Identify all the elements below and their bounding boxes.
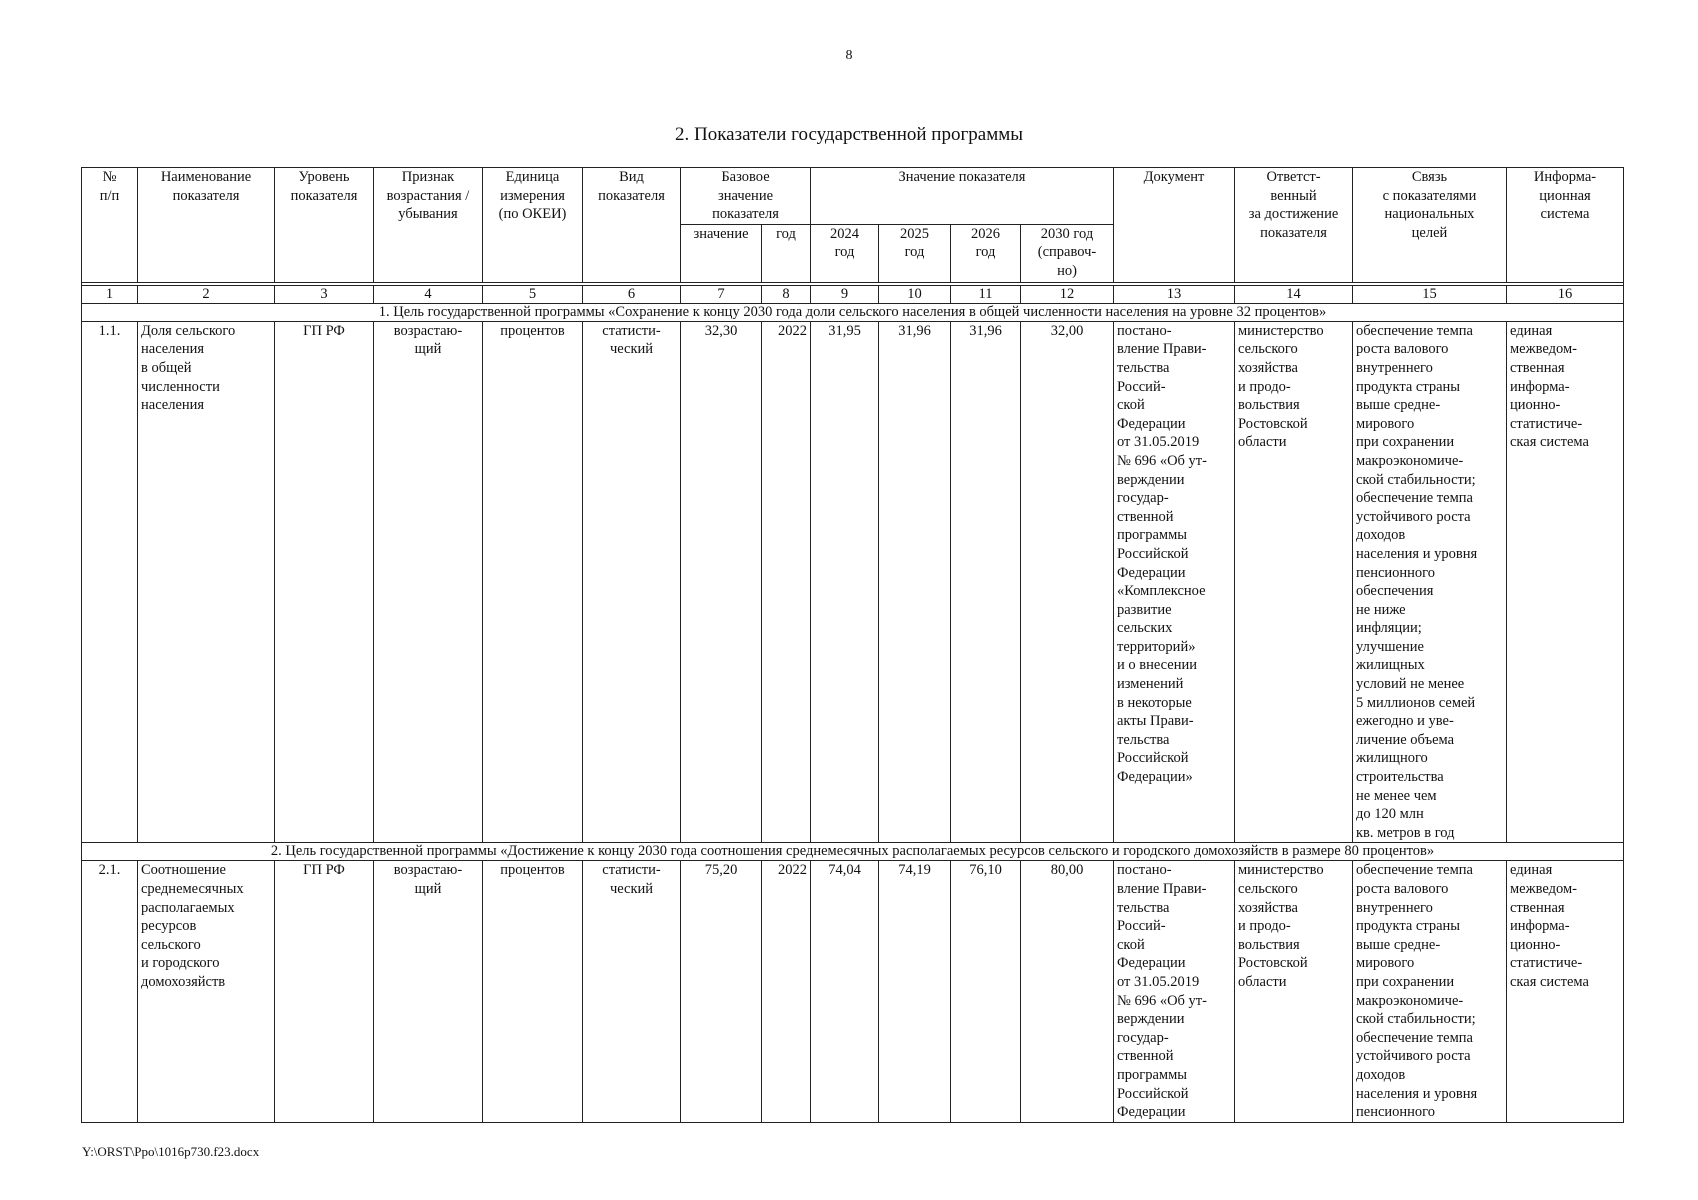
indicator-name: Соотношение среднемесячных располагаемых ресурсов сельского и городского домохозяйств	[138, 861, 275, 1122]
column-number: 3	[275, 285, 374, 303]
indicator-type: статисти- ческий	[583, 861, 681, 1122]
base-value: 32,30	[681, 321, 762, 843]
column-number: 1	[82, 285, 138, 303]
indicator-unit: процентов	[483, 321, 583, 843]
column-number: 8	[762, 285, 811, 303]
value-2024: 31,95	[811, 321, 879, 843]
document-text: постано- вление Прави- тельства Россий- ской Федерации от 31.05.2019 № 696 «Об ут- верждении государ- ственной программы Российской Федерации «Комплексное развитие сельских территорий» и о внесении изменений в некоторые акты Прави- тельства Российской Федерации»	[1114, 321, 1235, 843]
row-num: 1.1.	[82, 321, 138, 843]
column-number: 13	[1114, 285, 1235, 303]
column-number: 14	[1235, 285, 1353, 303]
table-row	[82, 861, 1624, 1122]
goal-title: 1. Цель государственной программы «Сохранение к концу 2030 года доли сельского населения в общей численности населения на уровне 32 процентов»	[82, 303, 1624, 321]
indicator-trend: возрастаю- щий	[374, 321, 483, 843]
indicator-level: ГП РФ	[275, 861, 374, 1122]
column-number: 9	[811, 285, 879, 303]
info-system: единая межведом- ственная информа- ционно- статистиче- ская система	[1507, 321, 1624, 843]
header-values: Значение показателя	[811, 168, 1114, 225]
header-document: Документ	[1114, 168, 1235, 283]
header-base-value: значение	[681, 224, 762, 282]
column-number: 12	[1021, 285, 1114, 303]
column-number: 11	[951, 285, 1021, 303]
column-number: 7	[681, 285, 762, 303]
header-unit: Единица измерения (по ОКЕИ)	[483, 168, 583, 283]
column-number: 6	[583, 285, 681, 303]
header-2030: 2030 год (справоч- но)	[1021, 224, 1114, 282]
column-number: 10	[879, 285, 951, 303]
document-text: постано- вление Прави- тельства Россий- ской Федерации от 31.05.2019 № 696 «Об ут- верждении государ- ственной программы Российской Федерации	[1114, 861, 1235, 1122]
header-responsible: Ответст- венный за достижение показателя	[1235, 168, 1353, 283]
column-number: 15	[1353, 285, 1507, 303]
header-name: Наименование показателя	[138, 168, 275, 283]
column-number: 4	[374, 285, 483, 303]
column-number: 2	[138, 285, 275, 303]
column-number: 16	[1507, 285, 1624, 303]
value-2030: 32,00	[1021, 321, 1114, 843]
national-goals-link: обеспечение темпа роста валового внутреннего продукта страны выше средне- мирового при сохранении макроэкономиче- ской стабильности; обеспечение темпа устойчивого роста доходов населения и уровня пенсионного	[1353, 861, 1507, 1122]
indicator-unit: процентов	[483, 861, 583, 1122]
national-goals-link: обеспечение темпа роста валового внутреннего продукта страны выше средне- мирового при сохранении макроэкономиче- ской стабильности; обеспечение темпа устойчивого роста доходов населения и уровня пенсионного обеспечения не ниже инфляции; улучшение жилищных условий не менее 5 миллионов семей ежегодно и уве- личение объема жилищного строительства не менее чем до 120 млн кв. метров в год	[1353, 321, 1507, 843]
indicator-name: Доля сельского населения в общей численности населения	[138, 321, 275, 843]
file-path-footer: Y:\ORST\Ppo\1016p730.f23.docx	[82, 1144, 260, 1159]
goal-title: 2. Цель государственной программы «Достижение к концу 2030 года соотношения среднемесячных располагаемых ресурсов сельского и городского домохозяйств в размере 80 процентов»	[82, 843, 1624, 861]
indicator-type: статисти- ческий	[583, 321, 681, 843]
value-2026: 31,96	[951, 321, 1021, 843]
header-2026: 2026 год	[951, 224, 1021, 282]
header-type: Вид показателя	[583, 168, 681, 283]
header-row-1	[82, 168, 1624, 225]
indicator-level: ГП РФ	[275, 321, 374, 843]
header-trend: Признак возрастания / убывания	[374, 168, 483, 283]
page-title: 2. Показатели государственной программы	[674, 124, 1024, 145]
value-2025: 74,19	[879, 861, 951, 1122]
header-infosystem: Информа- ционная система	[1507, 168, 1624, 283]
page-number: 8	[845, 48, 853, 63]
header-2025: 2025 год	[879, 224, 951, 282]
responsible-text: министерство сельского хозяйства и продо- вольствия Ростовской области	[1235, 861, 1353, 1122]
column-numbers-row	[82, 285, 1624, 303]
header-2024: 2024 год	[811, 224, 879, 282]
indicators-table	[81, 167, 1624, 1123]
base-year: 2022	[762, 861, 811, 1122]
responsible-text: министерство сельского хозяйства и продо- вольствия Ростовской области	[1235, 321, 1353, 843]
header-base: Базовое значение показателя	[681, 168, 811, 225]
base-year: 2022	[762, 321, 811, 843]
header-base-year: год	[762, 224, 811, 282]
base-value: 75,20	[681, 861, 762, 1122]
row-num: 2.1.	[82, 861, 138, 1122]
value-2026: 76,10	[951, 861, 1021, 1122]
indicator-trend: возрастаю- щий	[374, 861, 483, 1122]
goal-row	[82, 303, 1624, 321]
info-system: единая межведом- ственная информа- ционно- статистиче- ская система	[1507, 861, 1624, 1122]
table-row	[82, 321, 1624, 843]
header-level: Уровень показателя	[275, 168, 374, 283]
header-num: № п/п	[82, 168, 138, 283]
value-2030: 80,00	[1021, 861, 1114, 1122]
value-2025: 31,96	[879, 321, 951, 843]
header-link: Связь с показателями национальных целей	[1353, 168, 1507, 283]
value-2024: 74,04	[811, 861, 879, 1122]
column-number: 5	[483, 285, 583, 303]
goal-row	[82, 843, 1624, 861]
